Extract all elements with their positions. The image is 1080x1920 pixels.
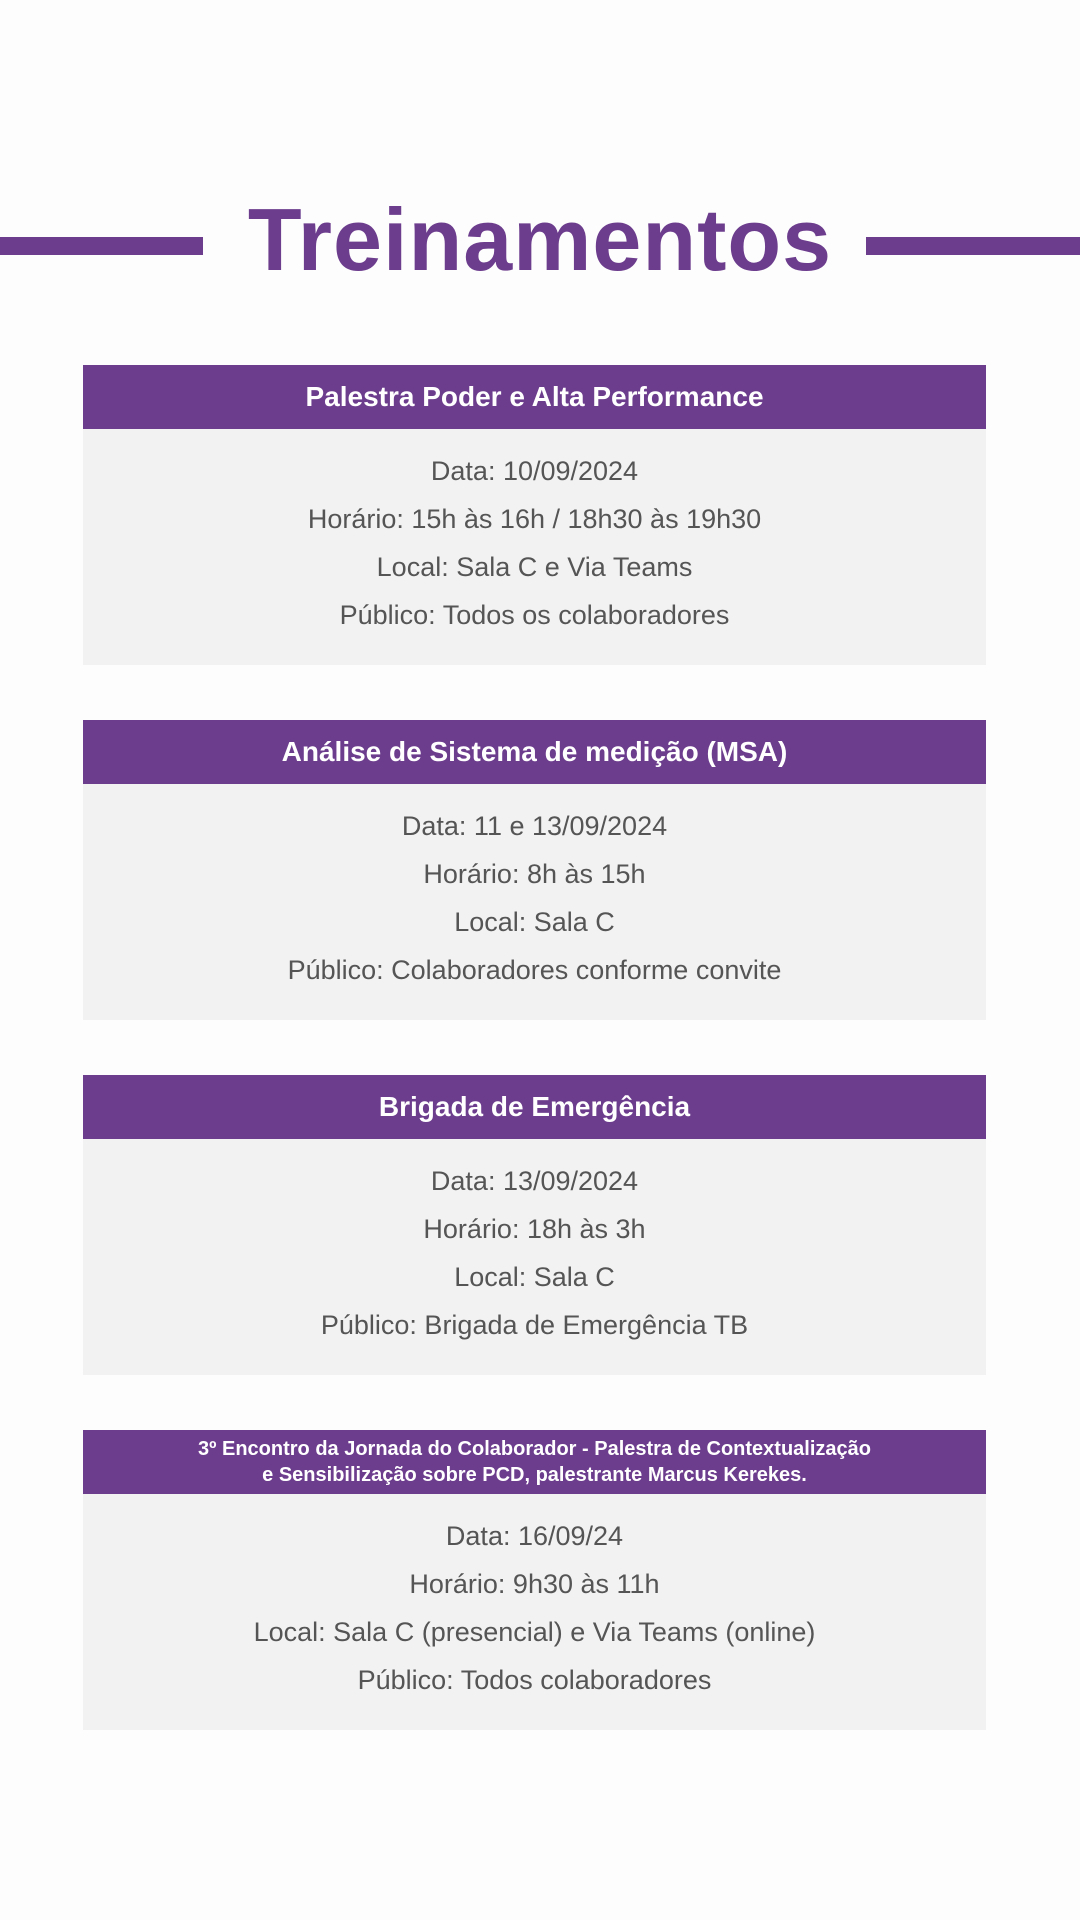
training-location: Local: Sala C (454, 1262, 615, 1292)
training-time: Horário: 8h às 15h (423, 859, 646, 889)
training-date: Data: 10/09/2024 (430, 456, 639, 486)
page-title: Treinamentos (247, 190, 833, 289)
training-location: Local: Sala C (454, 907, 615, 937)
training-date: Data: 16/09/24 (445, 1521, 624, 1551)
training-details (83, 429, 986, 665)
training-title: Palestra Poder e Alta Performance (83, 365, 986, 429)
training-location: Local: Sala C e Via Teams (376, 552, 693, 582)
training-time: Horário: 9h30 às 11h (409, 1569, 660, 1599)
training-title: Brigada de Emergência (83, 1075, 986, 1139)
page-header (0, 190, 1080, 290)
training-title: Análise de Sistema de medição (MSA) (83, 720, 986, 784)
training-audience: Público: Brigada de Emergência TB (320, 1310, 749, 1340)
training-location: Local: Sala C (presencial) e Via Teams (online) (253, 1617, 816, 1647)
title-decoration-right (866, 237, 1080, 255)
training-date: Data: 11 e 13/09/2024 (401, 811, 668, 841)
training-details (83, 1494, 986, 1730)
training-card-1 (83, 365, 986, 665)
training-title (83, 1430, 986, 1494)
training-audience: Público: Todos os colaboradores (339, 600, 730, 630)
training-card-2 (83, 720, 986, 1020)
training-details (83, 1139, 986, 1375)
training-card-3 (83, 1075, 986, 1375)
training-time: Horário: 15h às 16h / 18h30 às 19h30 (307, 504, 762, 534)
training-audience: Público: Colaboradores conforme convite (287, 955, 782, 985)
training-card-4 (83, 1430, 986, 1730)
training-details (83, 784, 986, 1020)
training-title-line-2: e Sensibilização sobre PCD, palestrante Marcus Kerekes. (262, 1464, 807, 1486)
training-time: Horário: 18h às 3h (423, 1214, 646, 1244)
training-title-line-1: 3º Encontro da Jornada do Colaborador - Palestra de Contextualização (198, 1438, 871, 1460)
training-date: Data: 13/09/2024 (430, 1166, 639, 1196)
training-audience: Público: Todos colaboradores (357, 1665, 712, 1695)
